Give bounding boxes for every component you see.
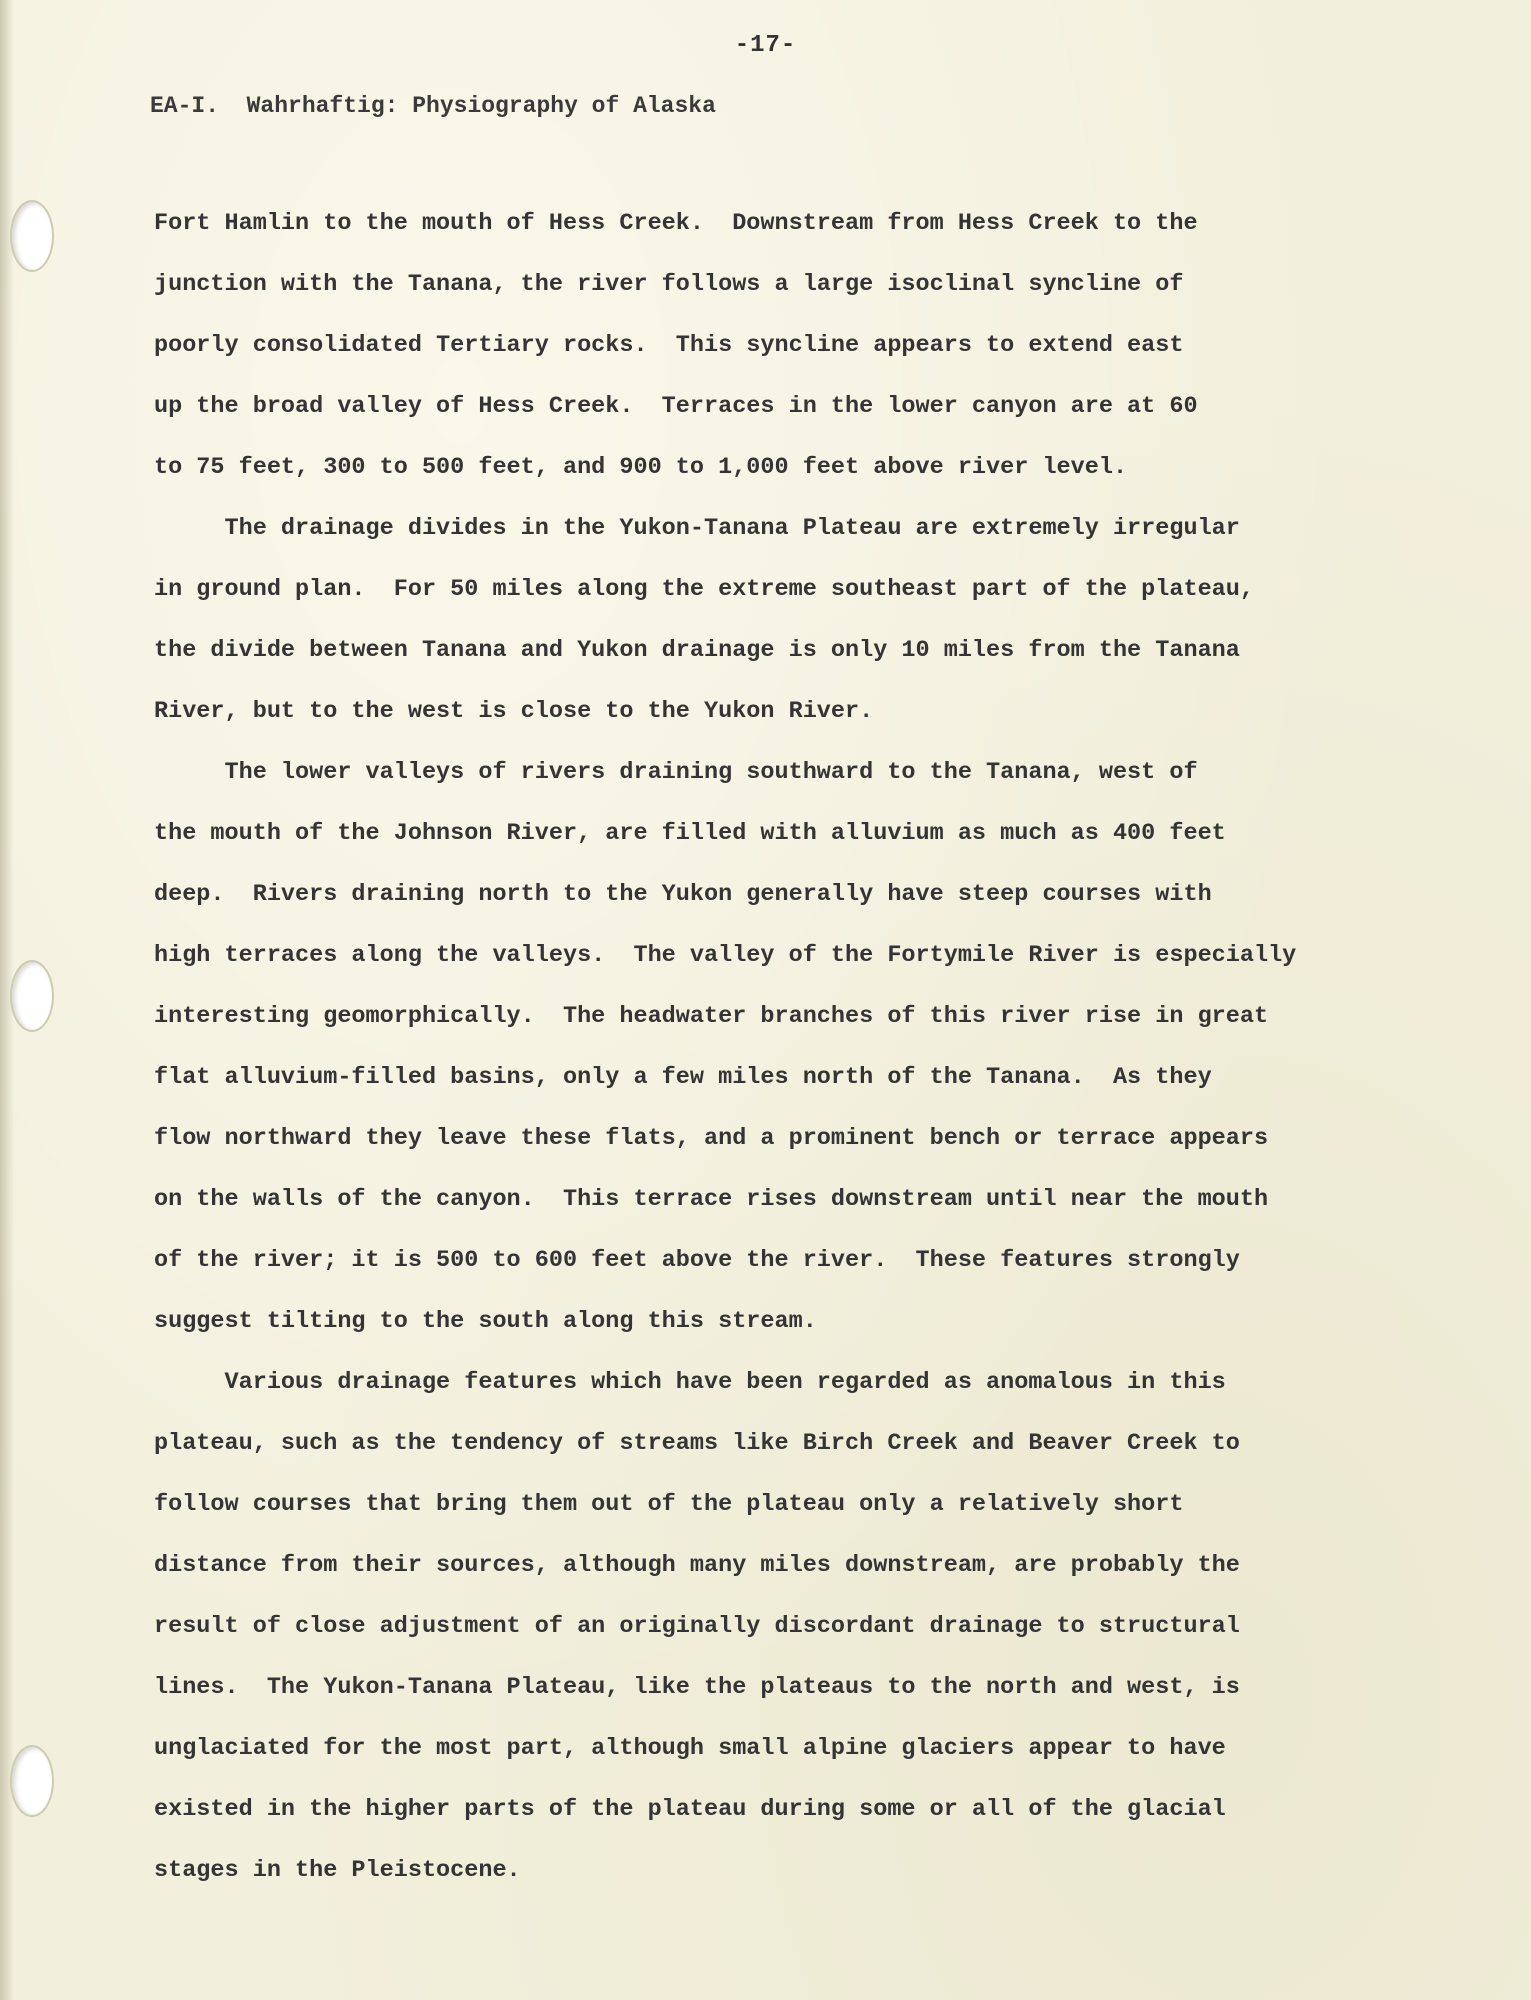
- text-line: poorly consolidated Tertiary rocks. This syncline appears to extend east: [154, 332, 1184, 359]
- text-line: Various drainage features which have been regarded as anomalous in this: [154, 1369, 1226, 1396]
- text-line: of the river; it is 500 to 600 feet above the river. These features strongly: [154, 1247, 1240, 1274]
- text-line: suggest tilting to the south along this stream.: [154, 1308, 817, 1335]
- text-line: unglaciated for the most part, although small alpine glaciers appear to have: [154, 1735, 1226, 1762]
- text-line: plateau, such as the tendency of streams like Birch Creek and Beaver Creek to: [154, 1430, 1240, 1457]
- text-line: flow northward they leave these flats, and a prominent bench or terrace appears: [154, 1125, 1269, 1152]
- punch-hole-top: [10, 200, 54, 272]
- page-number: -17-: [734, 32, 797, 59]
- text-line: River, but to the west is close to the Yukon River.: [154, 698, 874, 725]
- text-line: stages in the Pleistocene.: [154, 1857, 521, 1884]
- text-line: high terraces along the valleys. The valley of the Fortymile River is especially: [154, 942, 1297, 969]
- running-head: EA-I. Wahrhaftig: Physiography of Alaska: [150, 93, 716, 119]
- text-line: Fort Hamlin to the mouth of Hess Creek. Downstream from Hess Creek to the: [154, 210, 1198, 237]
- punch-hole-middle: [10, 960, 54, 1032]
- text-line: up the broad valley of Hess Creek. Terraces in the lower canyon are at 60: [154, 393, 1198, 420]
- text-line: junction with the Tanana, the river follows a large isoclinal syncline of: [154, 271, 1184, 298]
- text-line: the mouth of the Johnson River, are filled with alluvium as much as 400 feet: [154, 820, 1226, 847]
- text-line: distance from their sources, although many miles downstream, are probably the: [154, 1552, 1240, 1579]
- text-line: in ground plan. For 50 miles along the extreme southeast part of the plateau,: [154, 576, 1254, 603]
- text-line: result of close adjustment of an originally discordant drainage to structural: [154, 1613, 1240, 1640]
- text-line: interesting geomorphically. The headwater branches of this river rise in great: [154, 1003, 1269, 1030]
- text-line: existed in the higher parts of the plateau during some or all of the glacial: [154, 1796, 1226, 1823]
- text-line: to 75 feet, 300 to 500 feet, and 900 to 1,000 feet above river level.: [154, 454, 1128, 481]
- text-line: deep. Rivers draining north to the Yukon generally have steep courses with: [154, 881, 1212, 908]
- text-line: The drainage divides in the Yukon-Tanana Plateau are extremely irregular: [154, 515, 1240, 542]
- punch-hole-bottom: [10, 1745, 54, 1817]
- text-line: on the walls of the canyon. This terrace rises downstream until near the mouth: [154, 1186, 1269, 1213]
- text-line: The lower valleys of rivers draining southward to the Tanana, west of: [154, 759, 1198, 786]
- text-line: lines. The Yukon-Tanana Plateau, like the plateaus to the north and west, is: [154, 1674, 1240, 1701]
- text-line: the divide between Tanana and Yukon drainage is only 10 miles from the Tanana: [154, 637, 1240, 664]
- body-text: [154, 210, 1404, 1918]
- text-line: flat alluvium-filled basins, only a few miles north of the Tanana. As they: [154, 1064, 1212, 1091]
- text-line: follow courses that bring them out of the plateau only a relatively short: [154, 1491, 1184, 1518]
